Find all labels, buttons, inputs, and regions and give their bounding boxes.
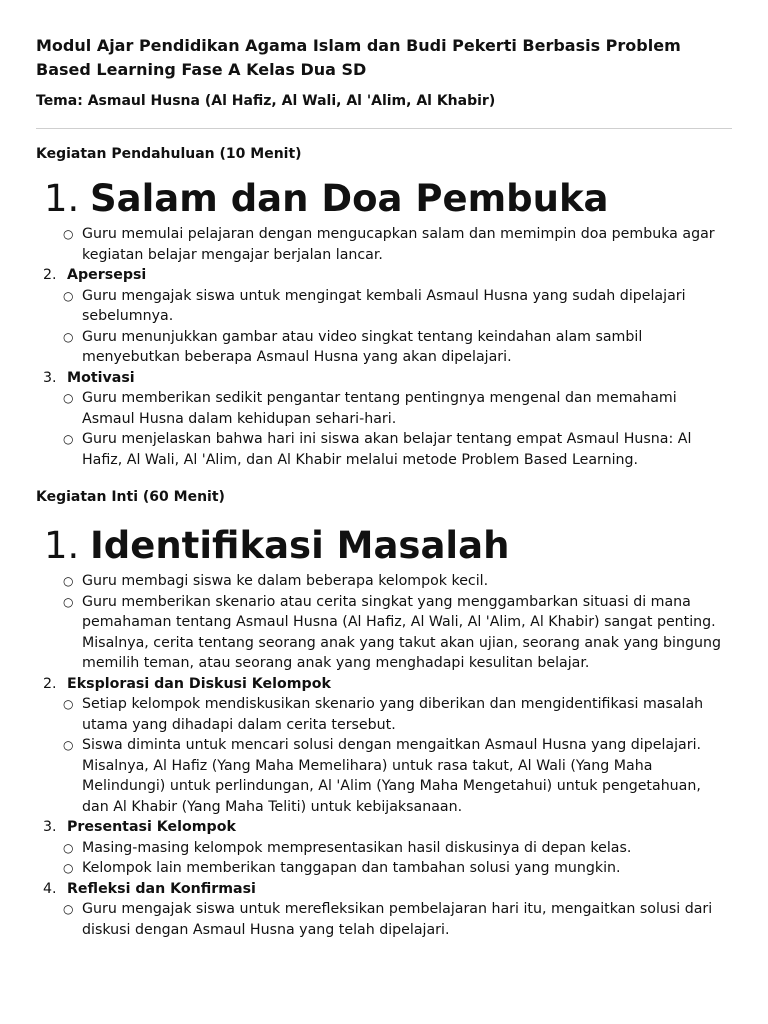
step-number: 1. (44, 177, 80, 220)
circle-bullet-icon: ○ (63, 329, 74, 344)
list-item: ○ Masing-masing kelompok mempresentasikan hasil diskusinya di depan kelas. (82, 838, 732, 859)
section-heading: Kegiatan Pendahuluan (10 Menit) (36, 146, 302, 162)
document-title: Modul Ajar Pendidikan Agama Islam dan Budi Pekerti Berbasis Problem Based Learning Fase A Kelas Dua SD (36, 36, 681, 79)
document-theme: Tema: Asmaul Husna (Al Hafiz, Al Wali, Al 'Alim, Al Khabir) (36, 93, 496, 109)
circle-bullet-icon: ○ (63, 697, 74, 711)
list-item: ○ Guru menjelaskan bahwa hari ini siswa akan belajar tentang empat Asmaul Husna: Al Hafiz, Al Wali, Al 'Alim, dan Al Khabir melalui metode Problem Based Learning. (63, 431, 692, 468)
step-title: Identifikasi Masalah (90, 524, 510, 567)
list-item: ○ Siswa diminta untuk mencari solusi dengan mengaitkan Asmaul Husna yang dipelajari. Misalnya, Al Hafiz (Yang Maha Memelihara) untuk rasa takut, Al Wali (Yang Maha Melindungi) untuk perlindungan, Al 'Alim (Yang Maha Mengetahui) untuk pengetahuan, dan Al Khabir (Yang Maha Teliti) untuk kebijaksanaan. (63, 737, 702, 815)
step-number: 3. (43, 819, 57, 835)
step-title: Eksplorasi dan Diskusi Kelompok (67, 675, 331, 692)
list-item: ○ Setiap kelompok mendiskusikan skenario yang diberikan dan mengidentifikasi masalah utama yang dihadapi dalam cerita tersebut. (63, 696, 704, 733)
circle-bullet-icon: ○ (63, 574, 74, 588)
list-item: ○ Guru memulai pelajaran dengan mengucapkan salam dan memimpin doa pembuka agar kegiatan belajar mengajar berjalan lancar. (63, 226, 715, 263)
step-number: 4. (43, 880, 57, 897)
step-item (36, 817, 732, 879)
step-title: Motivasi (67, 369, 135, 386)
circle-bullet-icon: ○ (63, 288, 74, 303)
circle-bullet-icon: ○ (63, 432, 74, 446)
sub-list (59, 224, 732, 265)
circle-bullet-icon: ○ (63, 227, 74, 241)
sub-list (59, 694, 732, 817)
step-item (36, 521, 732, 674)
step-number: 2. (43, 267, 57, 283)
list-item: ○ Kelompok lain memberikan tanggapan dan tambahan solusi yang mungkin. (82, 858, 732, 879)
step-title: Presentasi Kelompok (67, 819, 236, 835)
circle-bullet-icon: ○ (63, 738, 74, 752)
step-title: Apersepsi (67, 267, 147, 283)
sub-list (59, 838, 732, 879)
step-number: 1. (44, 524, 80, 567)
step-item (36, 674, 732, 818)
list-item: ○ Guru menunjukkan gambar atau video singkat tentang keindahan alam sambil menyebutkan beberapa Asmaul Husna yang akan dipelajari. (63, 328, 643, 365)
list-item: ○ Guru mengajak siswa untuk mengingat kembali Asmaul Husna yang sudah dipelajari sebelumnya. (63, 287, 686, 324)
step-number: 2. (43, 675, 57, 692)
step-item (36, 879, 732, 941)
step-title: Salam dan Doa Pembuka (90, 177, 609, 220)
list-item: ○ Guru membagi siswa ke dalam beberapa kelompok kecil. (82, 571, 732, 592)
list-item: ○ Guru memberikan sedikit pengantar tentang pentingnya mengenal dan memahami Asmaul Husna dalam kehidupan sehari-hari. (63, 390, 677, 427)
step-number: 3. (43, 369, 57, 386)
circle-bullet-icon: ○ (63, 594, 74, 609)
step-item (36, 368, 732, 471)
step-list (36, 521, 732, 940)
step-title: Refleksi dan Konfirmasi (67, 880, 256, 897)
step-item (36, 174, 732, 265)
sub-list (59, 388, 732, 470)
circle-bullet-icon: ○ (63, 840, 74, 855)
step-item (36, 265, 732, 368)
list-item: ○ Guru memberikan skenario atau cerita singkat yang menggambarkan situasi di mana pemahaman tentang Asmaul Husna (Al Hafiz, Al Wali, Al 'Alim, Al Khabir) sangat penting. Misalnya, cerita tentang seorang anak yang takut akan ujian, seorang anak yang bingung memilih teman, atau seorang anak yang menghadapi kesulitan belajar. (63, 593, 721, 671)
circle-bullet-icon: ○ (63, 391, 74, 405)
section-pendahuluan (36, 144, 732, 470)
sub-list (59, 899, 732, 940)
section-heading: Kegiatan Inti (60 Menit) (36, 489, 225, 505)
sub-list (59, 571, 732, 674)
section-inti (36, 487, 732, 940)
sub-list (59, 286, 732, 368)
divider (36, 128, 732, 129)
step-list (36, 174, 732, 470)
circle-bullet-icon: ○ (63, 902, 74, 916)
list-item: ○ Guru mengajak siswa untuk merefleksikan pembelajaran hari itu, mengaitkan solusi dari diskusi dengan Asmaul Husna yang telah dipelajari. (63, 901, 713, 938)
circle-bullet-icon: ○ (63, 861, 74, 875)
